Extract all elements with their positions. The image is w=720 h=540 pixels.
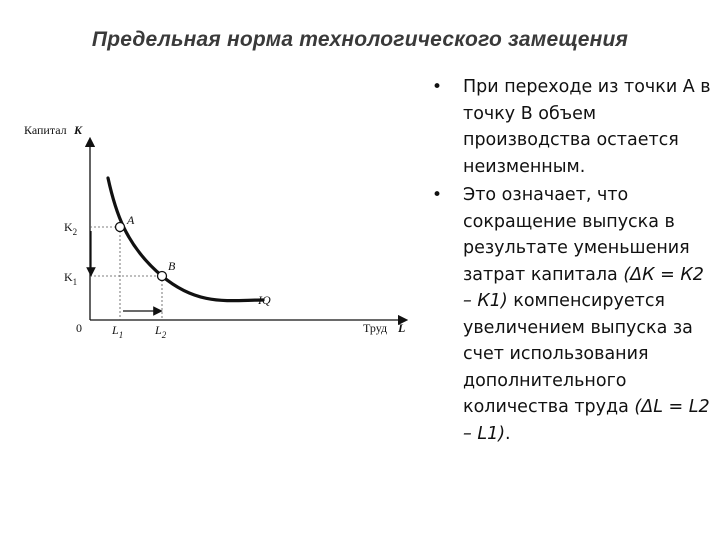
- bullet-text: При переходе из точки A в точку B объем производства остается неизменным.: [463, 77, 711, 177]
- point-a: [116, 223, 125, 232]
- slide-title: Предельная норма технологического замещения: [91, 28, 629, 51]
- point-b: [158, 272, 167, 281]
- k1-label: $K_1$: [64, 270, 78, 287]
- x-axis-label: Труд: [363, 321, 388, 335]
- point-a-label: A: [127, 213, 135, 227]
- bullet-text: Это означает, что сокращение выпуска в результате уменьшения затрат капитала (ΔК = К2 – К1) компенсируется увеличением выпуска за счет использования дополнительного количества труда (ΔL = L2 – L1).: [463, 185, 710, 444]
- k2-label: $K_2$: [64, 220, 78, 237]
- bullet-list: [430, 74, 715, 449]
- point-b-label: B: [168, 259, 176, 273]
- bullet-item: [430, 182, 715, 447]
- y-axis-label: Капитал: [24, 123, 67, 137]
- bullet-dot: •: [432, 185, 443, 205]
- l2-label: $L_2$: [155, 323, 167, 340]
- bullet-item: [430, 74, 715, 180]
- y-axis-symbol: K: [74, 123, 83, 137]
- x-axis-symbol: L: [398, 321, 406, 335]
- isoquant-diagram: [20, 120, 420, 350]
- curve-label: IQ: [258, 293, 271, 307]
- bullet-dot: •: [432, 77, 443, 97]
- l1-label: $L_1$: [112, 323, 124, 340]
- isoquant-curve: [108, 178, 263, 301]
- origin-label: 0: [76, 321, 82, 335]
